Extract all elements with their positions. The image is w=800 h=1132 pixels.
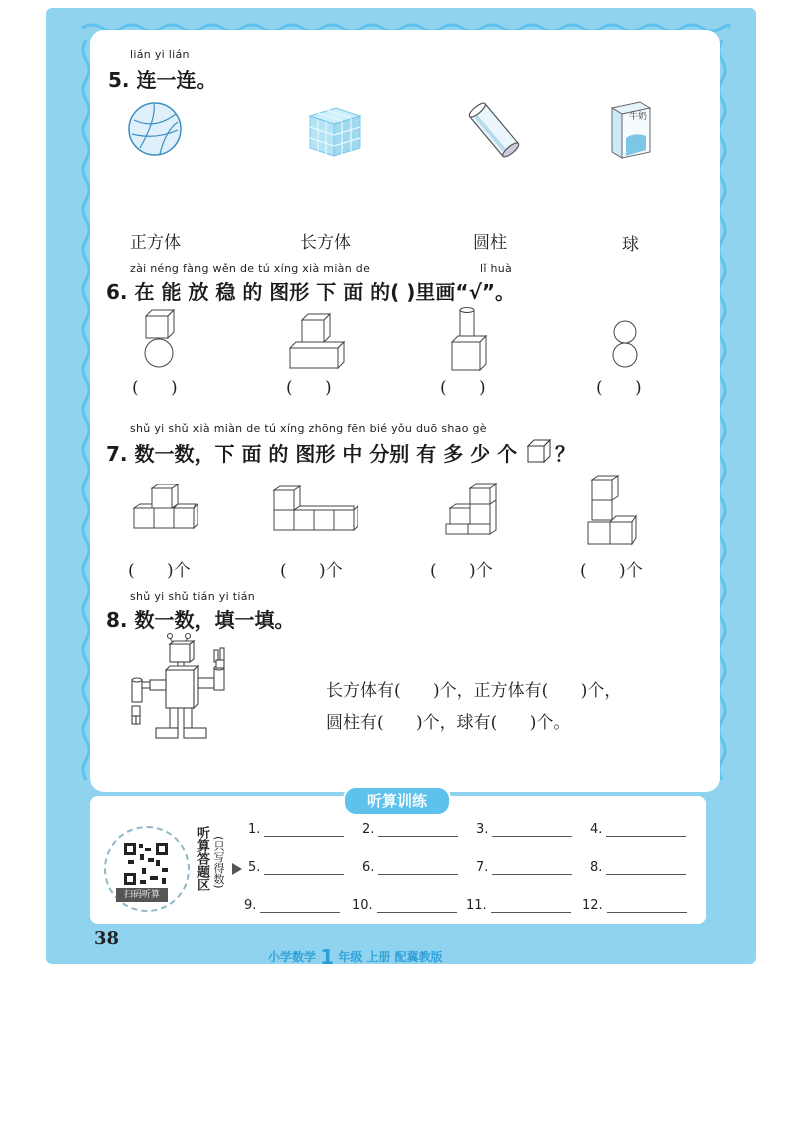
- answer-area-label: 听算答题区: [194, 826, 209, 891]
- q7-title-end: ？: [555, 442, 575, 466]
- label-sphere: 球: [622, 235, 639, 255]
- cylinder-image: [466, 100, 522, 160]
- milk-carton-image: [606, 98, 654, 162]
- answer-slot-6[interactable]: [362, 860, 458, 875]
- answer-slot-8[interactable]: [590, 860, 686, 875]
- answer-slot-11[interactable]: [466, 898, 571, 913]
- q8-line-1: 长方体有( )个，正方体有( )个，: [326, 681, 622, 701]
- q6-title: 6. 在 能 放 稳 的 图形 下 面 的( )里画“√”。: [106, 280, 516, 304]
- page-number: 38: [94, 928, 120, 949]
- qr-label: 扫码听算: [116, 888, 168, 902]
- q7-title: 7. 数一数，下 面 的 图形 中 分别 有 多 少 个: [106, 442, 518, 466]
- answer-slot-4[interactable]: [590, 822, 686, 837]
- cube-stack-2: [270, 484, 358, 532]
- label-cube: 正方体: [130, 233, 181, 253]
- footer-grade-number: 1: [320, 945, 335, 969]
- label-cuboid: 长方体: [300, 233, 351, 253]
- listening-title: 听算训练: [343, 786, 451, 816]
- answer-slot-7[interactable]: [476, 860, 572, 875]
- answer-slot-1[interactable]: [248, 822, 344, 837]
- q7-answer-1[interactable]: ( )个: [128, 561, 191, 581]
- footer-grade-text: 年级 上册 配冀教版: [338, 950, 443, 964]
- q8-title: 8. 数一数，填一填。: [106, 608, 295, 632]
- answer-slot-2[interactable]: [362, 822, 458, 837]
- milk-carton-text: 牛奶: [629, 112, 648, 122]
- cube-image: [302, 102, 366, 160]
- answer-number: 9.: [244, 898, 257, 913]
- q6-pinyin-2: lǐ huà: [480, 262, 513, 275]
- cube-on-sphere-figure: [140, 306, 180, 374]
- answer-note: (只写得数): [212, 836, 225, 889]
- play-arrow-icon: [231, 862, 243, 876]
- q5-pinyin: lián yi lián: [130, 48, 190, 61]
- answer-slot-5[interactable]: [248, 860, 344, 875]
- robot-figure: [126, 628, 236, 742]
- answer-number: 3.: [476, 822, 489, 837]
- q6-answer-1[interactable]: ( ): [132, 378, 178, 398]
- label-cylinder: 圆柱: [473, 233, 507, 253]
- small-cube-icon: [525, 438, 553, 466]
- q5-title: 5. 连一连。: [108, 68, 217, 92]
- answer-number: 8.: [590, 860, 603, 875]
- q7-answer-2[interactable]: ( )个: [280, 561, 343, 581]
- answer-number: 1.: [248, 822, 261, 837]
- volleyball-image: [126, 100, 186, 160]
- sphere-on-sphere-figure: [608, 318, 642, 372]
- answer-number: 6.: [362, 860, 375, 875]
- q7-answer-3[interactable]: ( )个: [430, 561, 493, 581]
- q6-answer-3[interactable]: ( ): [440, 378, 486, 398]
- cube-stack-4: [584, 474, 640, 548]
- q7-answer-4[interactable]: ( )个: [580, 561, 643, 581]
- answer-slot-10[interactable]: [352, 898, 457, 913]
- q7-pinyin: shǔ yi shǔ xià miàn de tú xíng zhōng fēn bié yǒu duō shao gè: [130, 422, 487, 435]
- answer-slot-9[interactable]: [244, 898, 340, 913]
- cube-on-cuboid-figure: [286, 312, 346, 370]
- answer-number: 2.: [362, 822, 375, 837]
- answer-number: 11.: [466, 898, 487, 913]
- cylinder-on-cube-figure: [448, 306, 490, 372]
- q6-pinyin: zài néng fàng wěn de tú xíng xià miàn de: [130, 262, 371, 275]
- answer-number: 4.: [590, 822, 603, 837]
- q6-answer-2[interactable]: ( ): [286, 378, 332, 398]
- q8-line-2: 圆柱有( )个，球有( )个。: [326, 713, 571, 733]
- cube-stack-1: [130, 484, 198, 532]
- book-footer: [268, 945, 524, 969]
- answer-slot-12[interactable]: [582, 898, 687, 913]
- answer-number: 10.: [352, 898, 373, 913]
- answer-number: 12.: [582, 898, 603, 913]
- q8-pinyin: shǔ yi shǔ tián yi tián: [130, 590, 256, 603]
- answer-number: 7.: [476, 860, 489, 875]
- footer-subject: 小学数学: [268, 950, 317, 964]
- cube-stack-3: [442, 482, 498, 536]
- q6-answer-4[interactable]: ( ): [596, 378, 642, 398]
- answer-number: 5.: [248, 860, 261, 875]
- answer-slot-3[interactable]: [476, 822, 572, 837]
